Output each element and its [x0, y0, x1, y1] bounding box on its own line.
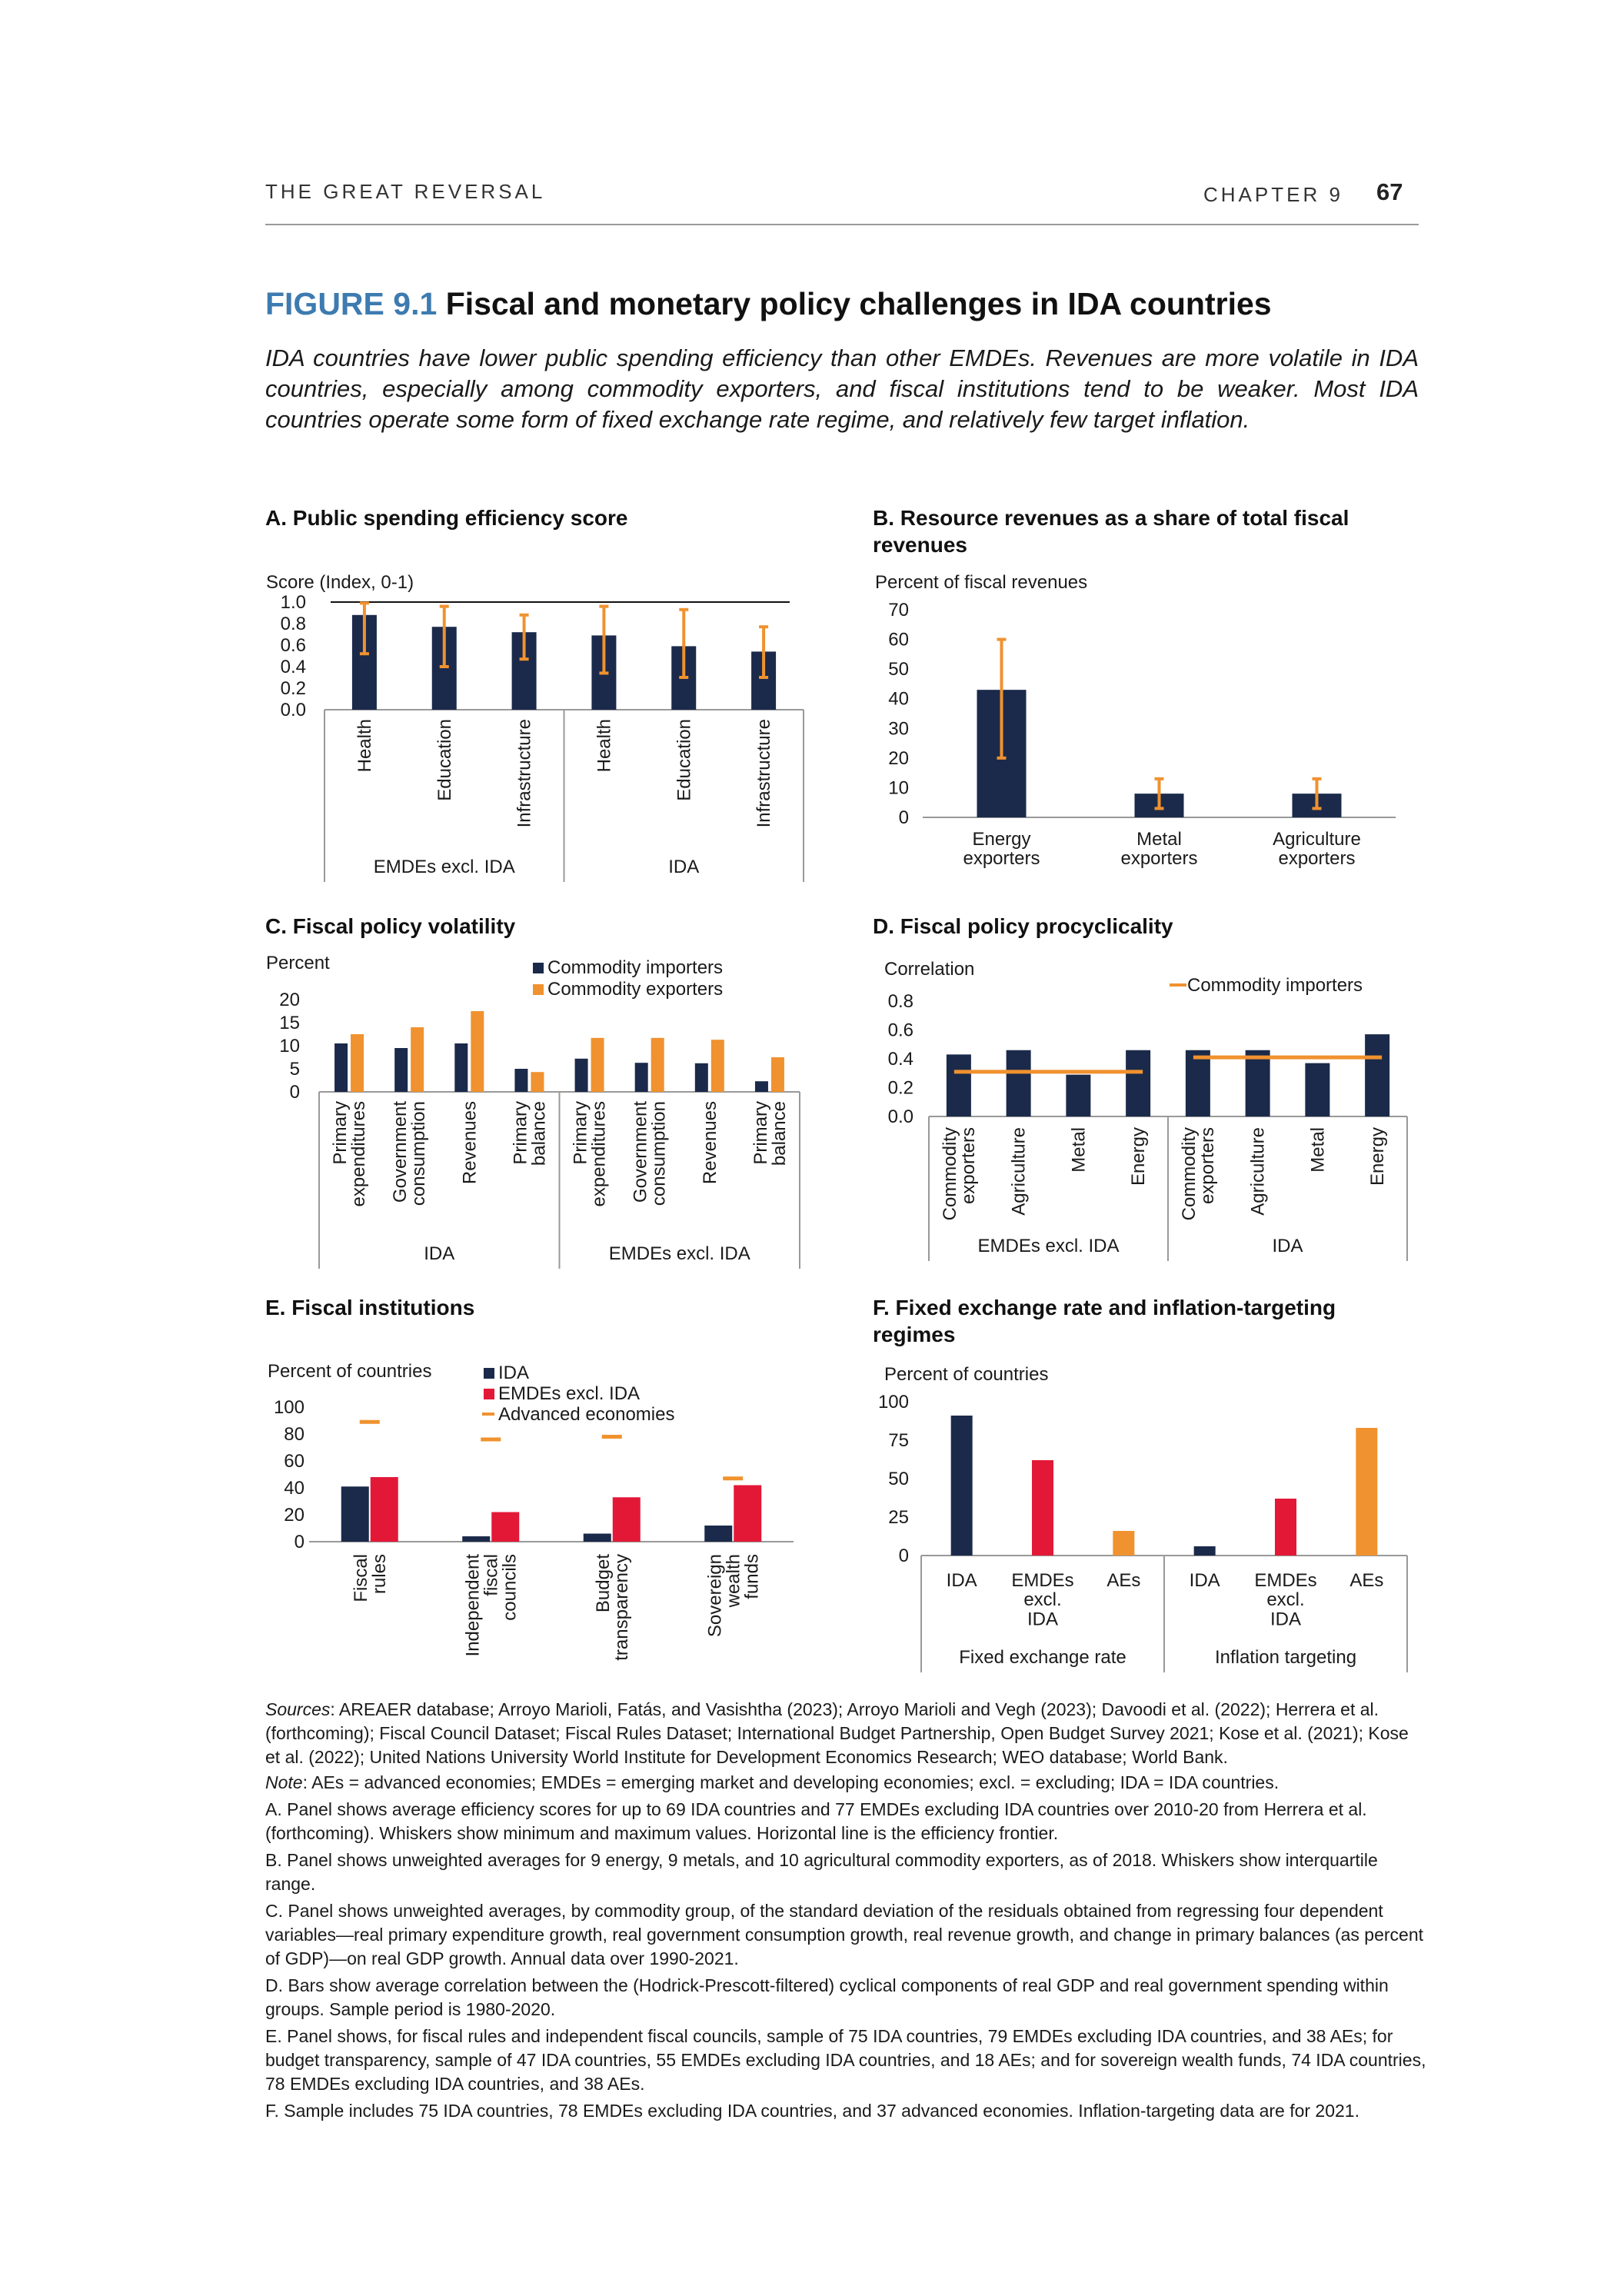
group-label: EMDEs excl. IDA	[608, 1243, 750, 1264]
bar-commodity-importers	[695, 1063, 708, 1092]
abbrev-note	[265, 1771, 1426, 1795]
y-tick-label: 10	[888, 777, 909, 799]
legend-swatch	[484, 1368, 494, 1379]
group-label: IDA	[1272, 1236, 1303, 1256]
y-tick-label: 0.4	[280, 657, 306, 677]
legend-label: Commodity importers	[1187, 975, 1363, 996]
figure-title	[265, 286, 1272, 322]
x-tick-label: expenditures	[348, 1101, 370, 1207]
x-tick-label: AEs	[1349, 1570, 1384, 1591]
x-tick-label: IDA	[946, 1570, 977, 1591]
x-tick-label: Infrastructure	[754, 719, 775, 828]
y-tick-label: 0	[289, 1082, 300, 1103]
x-tick-label: IDA	[1189, 1570, 1220, 1591]
bar	[1356, 1428, 1377, 1556]
bar-commodity-exporters	[471, 1011, 484, 1092]
bar-commodity-exporters	[651, 1038, 664, 1092]
y-tick-label: 10	[279, 1036, 300, 1056]
group-label: IDA	[668, 857, 700, 877]
chart-c	[261, 953, 830, 1276]
x-tick-label: balance	[528, 1101, 550, 1166]
y-tick-label: 50	[888, 659, 909, 680]
y-axis-label: Percent of countries	[268, 1361, 432, 1382]
x-tick-label: AEs	[1106, 1570, 1141, 1591]
y-tick-label: 100	[877, 1392, 909, 1413]
x-tick-label: Budget	[592, 1554, 614, 1613]
x-tick-label: Government	[390, 1101, 411, 1203]
y-axis-label: Correlation	[884, 959, 975, 980]
y-tick-label: 0.0	[887, 1106, 913, 1127]
bar	[951, 1416, 973, 1556]
x-tick-label: Health	[594, 719, 615, 773]
group-label: Fixed exchange rate	[959, 1647, 1126, 1668]
bar-emdes-excl-ida	[491, 1512, 519, 1542]
bar-commodity-exporters	[711, 1040, 724, 1092]
x-tick-label: Primary	[570, 1101, 591, 1165]
y-tick-label: 70	[888, 600, 909, 621]
bar-commodity-importers	[454, 1043, 468, 1092]
chart-e	[261, 1357, 830, 1665]
panel-a-title: A. Public spending efficiency score	[265, 506, 628, 530]
panel-e-title: E. Fiscal institutions	[265, 1296, 475, 1319]
chart-a	[261, 565, 830, 888]
bar	[1305, 1063, 1329, 1116]
y-tick-label: 0	[898, 1546, 909, 1566]
group-label: Inflation targeting	[1214, 1647, 1357, 1668]
y-tick-label: 0.6	[280, 635, 306, 656]
y-tick-label: 20	[284, 1505, 304, 1526]
x-tick-label: Metal exporters	[1120, 829, 1198, 870]
bar-commodity-importers	[334, 1043, 348, 1092]
bar-commodity-exporters	[771, 1057, 784, 1092]
y-tick-label: 80	[284, 1424, 304, 1445]
bar-ida	[704, 1526, 732, 1542]
x-tick-label: Commodity	[1178, 1127, 1200, 1221]
legend-label: Commodity exporters	[547, 979, 724, 1000]
figure-notes	[265, 1698, 1426, 2125]
bar	[1365, 1034, 1389, 1116]
group-label: IDA	[424, 1243, 455, 1264]
y-tick-label: 20	[888, 747, 909, 769]
bar	[1186, 1050, 1210, 1116]
x-tick-label: Energy	[1367, 1127, 1389, 1186]
header-rule	[265, 224, 1419, 225]
x-tick-label: Sovereign	[704, 1554, 726, 1638]
note-panel-b: B. Panel shows unweighted averages for 9 energy, 9 metals, and 10 agricultural commodity exporters, as of 2018. Whiskers show interquartile range.	[265, 1850, 1378, 1894]
bar	[1066, 1075, 1090, 1116]
bar	[1007, 1050, 1031, 1116]
legend-label: Commodity importers	[547, 957, 724, 978]
bar-commodity-exporters	[531, 1072, 544, 1092]
chart-d	[869, 953, 1423, 1269]
x-tick-label: Commodity	[939, 1127, 960, 1221]
bar-emdes-excl-ida	[734, 1486, 761, 1542]
y-tick-label: 40	[284, 1478, 304, 1499]
bar-emdes-excl-ida	[613, 1497, 641, 1542]
x-tick-label: expenditures	[588, 1101, 610, 1207]
x-tick-label: wealth	[723, 1554, 744, 1608]
y-tick-label: 0.8	[887, 991, 913, 1012]
legend-swatch	[533, 984, 544, 995]
x-tick-label: fiscal	[481, 1554, 502, 1596]
bar-commodity-importers	[575, 1059, 588, 1092]
note-panel-e: E. Panel shows, for fiscal rules and independent fiscal councils, sample of 75 IDA countries, 79 EMDEs excluding IDA countries, and 38 AEs; for budget transparency, sample of 47 IDA countries, 55 EMDEs excluding IDA countries, and 18 AEs; and for sovereign wealth funds, 74 IDA countries, 78 EMDEs excluding IDA countries, and 38 AEs.	[265, 2026, 1426, 2094]
x-tick-label: Metal	[1068, 1127, 1090, 1173]
x-tick-label: Health	[354, 719, 375, 773]
bar	[1275, 1499, 1296, 1556]
x-tick-label: Infrastructure	[514, 719, 535, 828]
y-tick-label: 60	[888, 629, 909, 651]
note-label: Note	[265, 1772, 303, 1792]
panel-d-title: D. Fiscal policy procyclicality	[873, 914, 1173, 938]
y-axis-label: Percent of fiscal revenues	[875, 572, 1088, 593]
y-tick-label: 20	[279, 990, 300, 1010]
figure-lead: IDA countries have lower public spending efficiency than other EMDEs. Revenues are more volatile in IDA countries, especially among commodity exporters, and fiscal institutions tend to be weaker. Most IDA countries operate some form of fixed exchange rate regime, and relatively few target inflation.	[265, 344, 1419, 433]
group-label: EMDEs excl. IDA	[373, 857, 515, 877]
x-tick-label: Agriculture	[1247, 1127, 1269, 1216]
legend-swatch	[533, 963, 544, 973]
x-tick-label: Agriculture exporters	[1273, 829, 1361, 870]
bar	[1032, 1460, 1053, 1556]
y-tick-label: 0.2	[280, 678, 306, 699]
x-tick-label: Independent	[462, 1554, 484, 1657]
note-text: : AEs = advanced economies; EMDEs = emerging market and developing economies; excl. = excluding; IDA = IDA countries.	[302, 1772, 1280, 1792]
note-panel-d: D. Bars show average correlation between the (Hodrick-Prescott-filtered) cyclical components of real GDP and real government spending within groups. Sample period is 1980-2020.	[265, 1975, 1389, 2019]
y-axis-label: Percent of countries	[884, 1364, 1049, 1385]
y-tick-label: 0	[898, 807, 909, 828]
legend-swatch	[484, 1389, 494, 1399]
bar-commodity-exporters	[411, 1027, 424, 1092]
bar-commodity-exporters	[351, 1034, 364, 1092]
group-label: EMDEs excl. IDA	[977, 1236, 1120, 1256]
bar-ida	[462, 1536, 490, 1542]
x-tick-label: funds	[741, 1554, 763, 1599]
x-tick-label: Education	[674, 719, 695, 801]
sources-text: : AREAER database; Arroyo Marioli, Fatás, and Vasishtha (2023); Arroyo Marioli and Vegh (2023); Davoodi et al. (2022); Herrera et al. (forthcoming); Fiscal Council Dataset; Fiscal Rules Dataset; International Budget Partnership, Open Budget Survey 2021; Kose et al. (2021); Kose et al. (2022); United Nations University World Institute for Development Economics Research; WEO database; World Bank.	[265, 1699, 1409, 1767]
y-tick-label: 50	[888, 1469, 909, 1489]
chart-b	[869, 565, 1423, 888]
y-tick-label: 1.0	[280, 592, 306, 613]
x-tick-label: Fiscal	[350, 1554, 371, 1602]
note-panel-f: F. Sample includes 75 IDA countries, 78 EMDEs excluding IDA countries, and 37 advanced economies. Inflation-targeting data are for 2021.	[265, 2101, 1359, 2121]
x-tick-label: Energy exporters	[963, 829, 1040, 870]
x-tick-label: EMDEs excl. IDA	[1254, 1570, 1317, 1630]
bar-emdes-excl-ida	[371, 1477, 398, 1542]
x-tick-label: Primary	[750, 1101, 771, 1165]
panel-b-title: B. Resource revenues as a share of total fiscal revenues	[873, 506, 1349, 557]
y-tick-label: 40	[888, 688, 909, 710]
x-tick-label: Primary	[330, 1101, 351, 1165]
page-number: 67	[1376, 178, 1403, 205]
bar-commodity-importers	[394, 1048, 408, 1092]
bar	[1113, 1531, 1134, 1556]
x-tick-label: Agriculture	[1008, 1127, 1030, 1216]
panel-c-title: C. Fiscal policy volatility	[265, 914, 516, 938]
bar	[947, 1054, 971, 1116]
x-tick-label: councils	[499, 1554, 521, 1621]
y-tick-label: 30	[888, 718, 909, 740]
y-tick-label: 60	[284, 1451, 304, 1472]
note-panel-a: A. Panel shows average efficiency scores for up to 69 IDA countries and 77 EMDEs excluding IDA countries over 2010-20 from Herrera et al. (forthcoming). Whiskers show minimum and maximum values. Horizontal line is the efficiency frontier.	[265, 1799, 1367, 1843]
x-tick-label: EMDEs excl. IDA	[1011, 1570, 1074, 1630]
bar-ida	[584, 1534, 611, 1542]
y-tick-label: 100	[273, 1397, 304, 1418]
sources-note	[265, 1698, 1426, 1769]
y-tick-label: 5	[289, 1059, 300, 1080]
legend-label: EMDEs excl. IDA	[498, 1383, 641, 1404]
y-tick-label: 0.0	[280, 700, 306, 720]
y-axis-label: Score (Index, 0-1)	[266, 572, 414, 593]
x-tick-label: transparency	[611, 1554, 632, 1661]
x-tick-label: rules	[368, 1554, 390, 1595]
bar-ida	[341, 1486, 369, 1542]
y-tick-label: 0.2	[887, 1077, 913, 1099]
running-header: THE GREAT REVERSAL	[265, 180, 546, 203]
bar-commodity-importers	[514, 1069, 527, 1092]
x-tick-label: Revenues	[459, 1101, 481, 1185]
x-tick-label: consumption	[648, 1101, 670, 1206]
sources-label: Sources	[265, 1699, 331, 1719]
x-tick-label: Energy	[1128, 1127, 1150, 1186]
y-tick-label: 15	[279, 1013, 300, 1033]
bar-commodity-exporters	[591, 1038, 604, 1092]
bar-commodity-importers	[755, 1081, 768, 1092]
figure-title-text: Fiscal and monetary policy challenges in IDA countries	[445, 286, 1272, 321]
x-tick-label: balance	[768, 1101, 790, 1166]
y-tick-label: 75	[888, 1430, 909, 1451]
y-tick-label: 0	[294, 1532, 304, 1552]
y-tick-label: 0.8	[280, 614, 306, 634]
x-tick-label: Primary	[510, 1101, 531, 1165]
panel-f-title: F. Fixed exchange rate and inflation-targeting regimes	[873, 1296, 1336, 1346]
chapter-label: CHAPTER 9	[1203, 183, 1343, 206]
note-panel-c: C. Panel shows unweighted averages, by commodity group, of the standard deviation of the residuals obtained from regressing four dependent variables—real primary expenditure growth, real government consumption growth, real revenue growth, and change in primary balances (as percent of GDP)—on real GDP growth. Annual data over 1990-2021.	[265, 1901, 1423, 1968]
x-tick-label: Government	[630, 1101, 651, 1203]
figure-number: FIGURE 9.1	[265, 286, 438, 321]
bar	[1126, 1050, 1150, 1116]
legend-label: IDA	[498, 1363, 530, 1383]
x-tick-label: exporters	[1196, 1127, 1218, 1205]
y-tick-label: 25	[888, 1507, 909, 1528]
bar	[1246, 1050, 1270, 1116]
x-tick-label: Metal	[1307, 1127, 1329, 1173]
y-tick-label: 0.6	[887, 1020, 913, 1041]
x-tick-label: exporters	[957, 1127, 979, 1205]
x-tick-label: Education	[434, 719, 455, 801]
x-tick-label: consumption	[408, 1101, 430, 1206]
chart-f	[869, 1357, 1423, 1672]
y-tick-label: 0.4	[887, 1049, 913, 1070]
bar	[1194, 1546, 1216, 1556]
bar-commodity-importers	[635, 1063, 648, 1092]
x-tick-label: Revenues	[699, 1101, 720, 1185]
legend-label: Advanced economies	[498, 1404, 675, 1425]
y-axis-label: Percent	[266, 953, 330, 973]
